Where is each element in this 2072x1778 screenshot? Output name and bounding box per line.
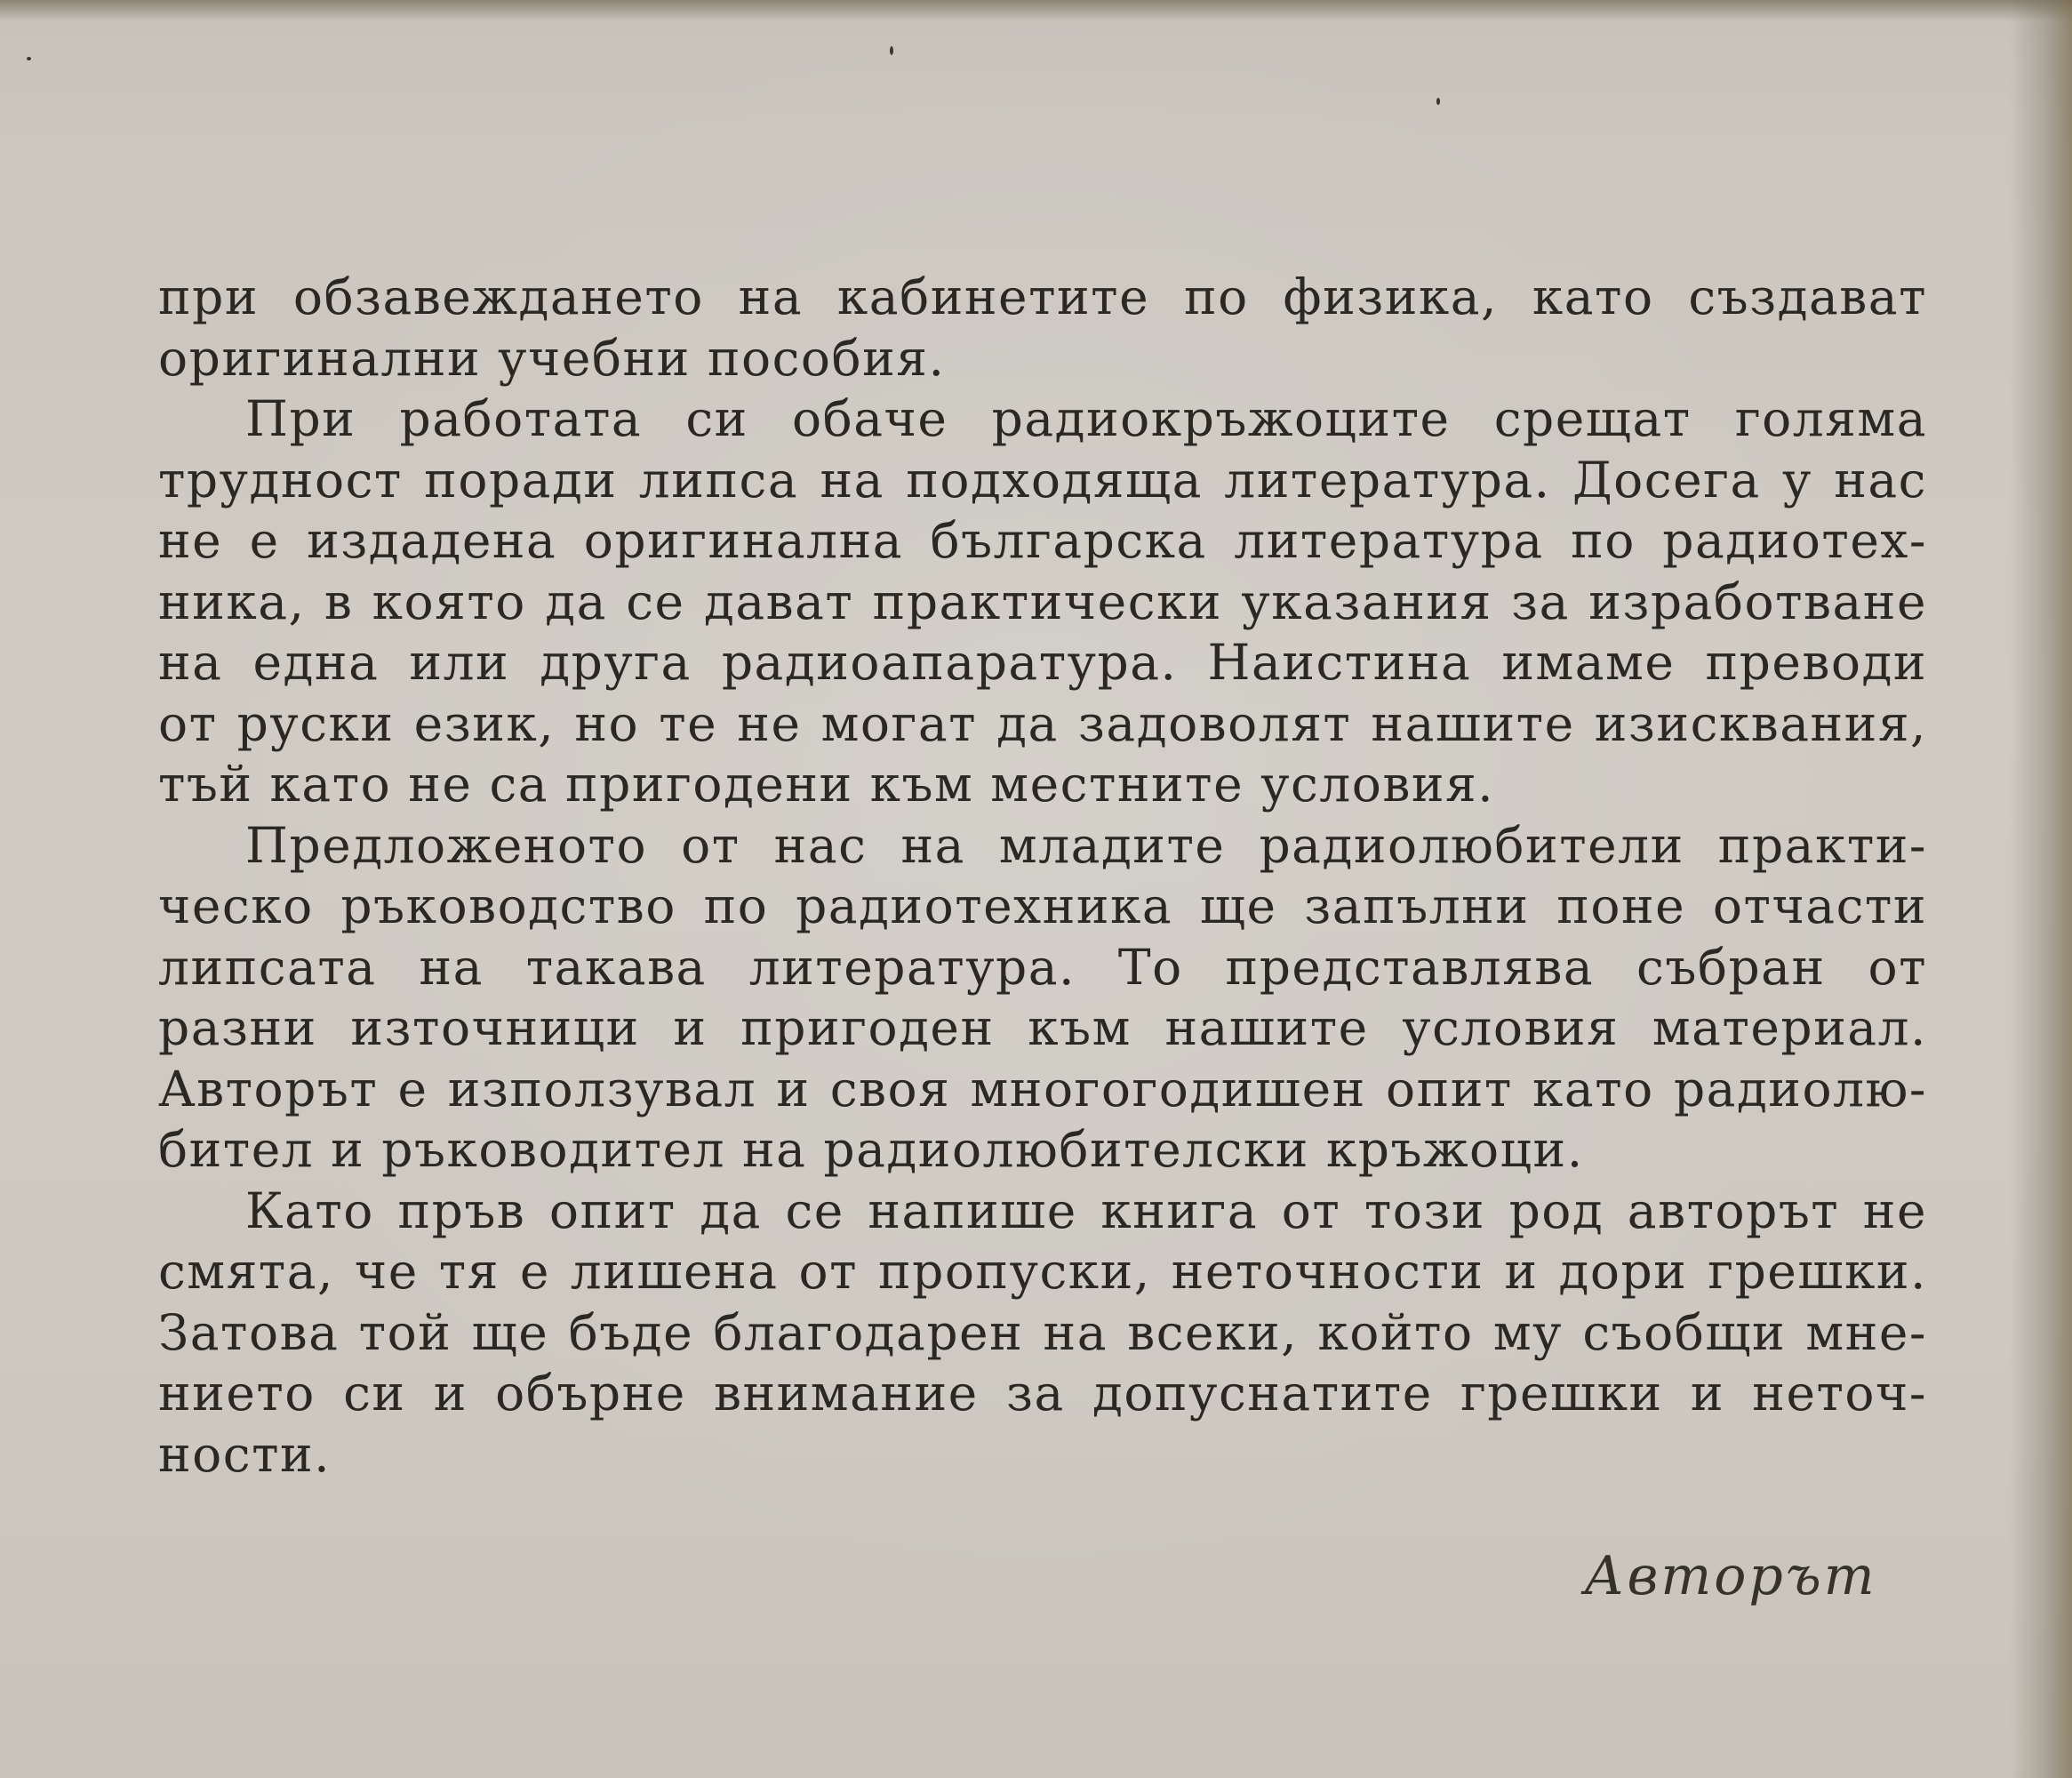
text-line: Като пръв опит да се напише книга от този род авторът не [245, 1181, 1927, 1239]
text-line: разни източници и пригоден към нашите условия материал. [158, 999, 1927, 1056]
text-line: ческо ръководство по радиотехника ще запълни поне отчасти [158, 877, 1927, 934]
ink-speck [890, 46, 893, 55]
text-line: от руски език, но те не могат да задоволят нашите изисквания, [158, 694, 1927, 752]
text-line: трудност поради липса на подходяща литература. Досега у нас [158, 451, 1927, 509]
text-line: Затова той ще бъде благодарен на всеки, който му съобщи мне- [158, 1303, 1927, 1361]
text-line: ника, в която да се дават практически указания за изработване [158, 573, 1927, 630]
ink-speck [1436, 98, 1440, 105]
text-line: оригинални учебни пособия. [158, 329, 946, 387]
text-line: нието си и обърне внимание за допуснатите грешки и неточ- [158, 1365, 1927, 1422]
body-text [158, 267, 1927, 1485]
text-line: При работата си обаче радиокръжоците срещат голяма [245, 390, 1927, 447]
text-line: не е издадена оригинална българска литература по радиотех- [158, 512, 1927, 569]
page-right-edge [2010, 0, 2072, 1778]
text-line: при обзавеждането на кабинетите по физика, като създават [158, 268, 1927, 325]
page-top-shadow [0, 0, 2072, 21]
text-line: смята, че тя е лишена от пропуски, неточности и дори грешки. [158, 1243, 1927, 1300]
text-line: ности. [158, 1425, 332, 1483]
text-line: тъй като не са пригодени към местните условия. [158, 756, 1495, 813]
text-line: бител и ръководител на радиолюбителски кръжоци. [158, 1121, 1584, 1178]
text-line: Предложеното от нас на младите радиолюбители практи- [245, 816, 1927, 874]
text-line: Авторът е използувал и своя многогодишен опит като радиолю- [158, 1060, 1927, 1117]
text-line: липсата на такава литература. То представлява събран от [158, 938, 1927, 996]
author-signature: Авторът [1584, 1545, 1877, 1607]
ink-speck [27, 57, 31, 60]
text-line: на една или друга радиоапаратура. Наистина имаме преводи [158, 634, 1927, 691]
